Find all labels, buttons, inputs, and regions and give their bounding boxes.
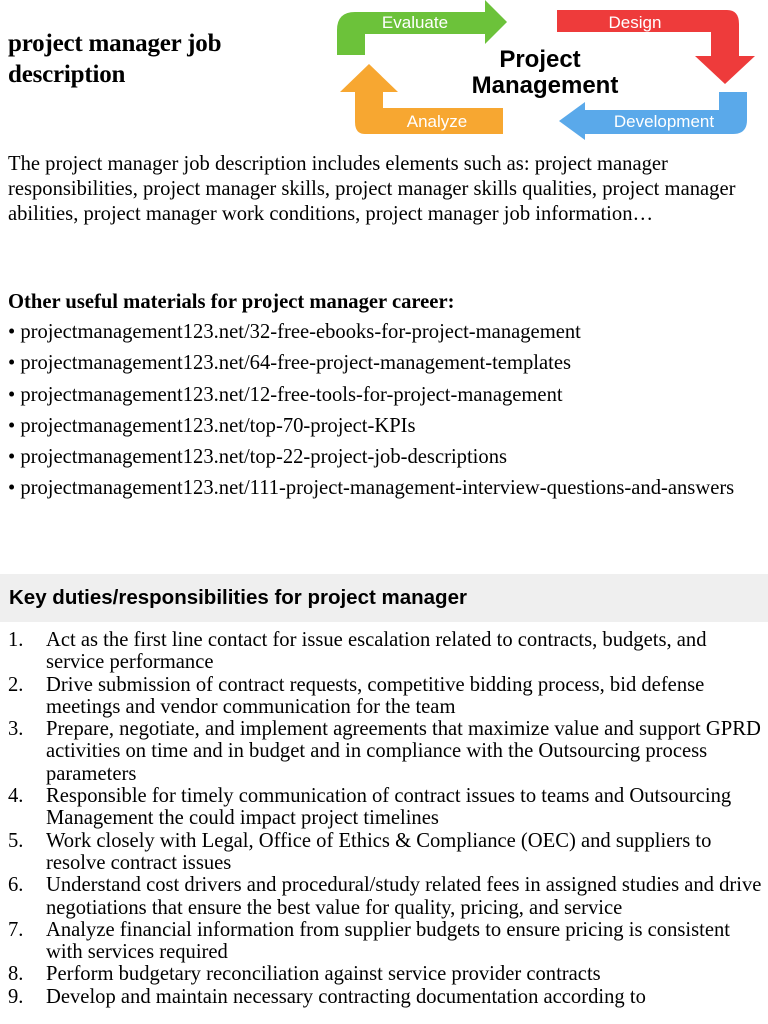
duty-item [8,874,764,919]
materials-heading: Other useful materials for project manager career: [8,291,455,313]
materials-link[interactable]: • projectmanagement123.net/32-free-ebooks-for-project-management [8,321,581,343]
duty-text: Prepare, negotiate, and implement agreements that maximize value and support GPRD activities on time and in budget and in compliance with the Outsourcing process parameters [46,718,761,785]
duty-number: 2. [8,673,24,696]
duties-list [8,629,764,1008]
duty-number: 8. [8,963,24,986]
duty-item [8,986,764,1008]
materials-link[interactable]: • projectmanagement123.net/12-free-tools-for-project-management [8,383,563,406]
materials-link-list [8,320,766,508]
duty-text: Drive submission of contract requests, competitive bidding process, bid defense meetings and vendor communication for the team [46,673,705,718]
materials-link[interactable]: • projectmanagement123.net/top-70-project-KPIs [8,414,416,437]
duty-number: 6. [8,874,24,897]
analyze-label: Analyze [406,112,468,131]
duty-number: 1. [8,629,24,651]
duty-text: Act as the first line contact for issue escalation related to contracts, budgets, and service performance [46,629,707,674]
duty-item [8,919,764,964]
duties-heading: Key duties/responsibilities for project manager [9,586,467,609]
duty-item [8,830,764,875]
design-label: Design [608,13,662,32]
duty-item [8,718,764,785]
intro-paragraph: The project manager job description includes elements such as: project manager responsibilities, project manager skills, project manager skills qualities, project manager abilities, project manager work conditions, project manager job information… [8,153,736,225]
duty-number: 7. [8,918,24,941]
duty-text: Understand cost drivers and procedural/study related fees in assigned studies and drive negotiations that ensure the best value for quality, pricing, and service [46,874,762,919]
logo-title-line1: Project [499,46,581,73]
logo-title-line2: Management [471,72,619,99]
duty-item [8,674,764,719]
duty-number: 5. [8,829,24,852]
development-label: Development [613,112,715,131]
materials-link[interactable]: • projectmanagement123.net/64-free-project-management-templates [8,352,571,375]
project-management-cycle-logo [335,0,768,140]
duty-text: Analyze financial information from supplier budgets to ensure pricing is consistent with services required [46,918,730,964]
duty-text: Responsible for timely communication of contract issues to teams and Outsourcing Management the could impact project timelines [46,785,732,830]
evaluate-label: Evaluate [381,13,449,32]
duty-item [8,785,764,830]
duty-item [8,963,764,985]
duty-text: Perform budgetary reconciliation against service provider contracts [46,963,601,986]
duty-number: 4. [8,785,24,808]
duty-text: Work closely with Legal, Office of Ethics & Compliance (OEC) and suppliers to resolve contract issues [46,829,712,874]
duty-item [8,629,764,674]
duty-number: 3. [8,718,24,741]
duty-number: 9. [8,985,24,1008]
page-title: project manager job description [8,30,222,88]
materials-link[interactable]: • projectmanagement123.net/top-22-project-job-descriptions [8,446,508,469]
duty-text: Develop and maintain necessary contracting documentation according to [46,985,646,1008]
materials-link[interactable]: • projectmanagement123.net/111-project-management-interview-questions-and-answers [8,477,735,500]
